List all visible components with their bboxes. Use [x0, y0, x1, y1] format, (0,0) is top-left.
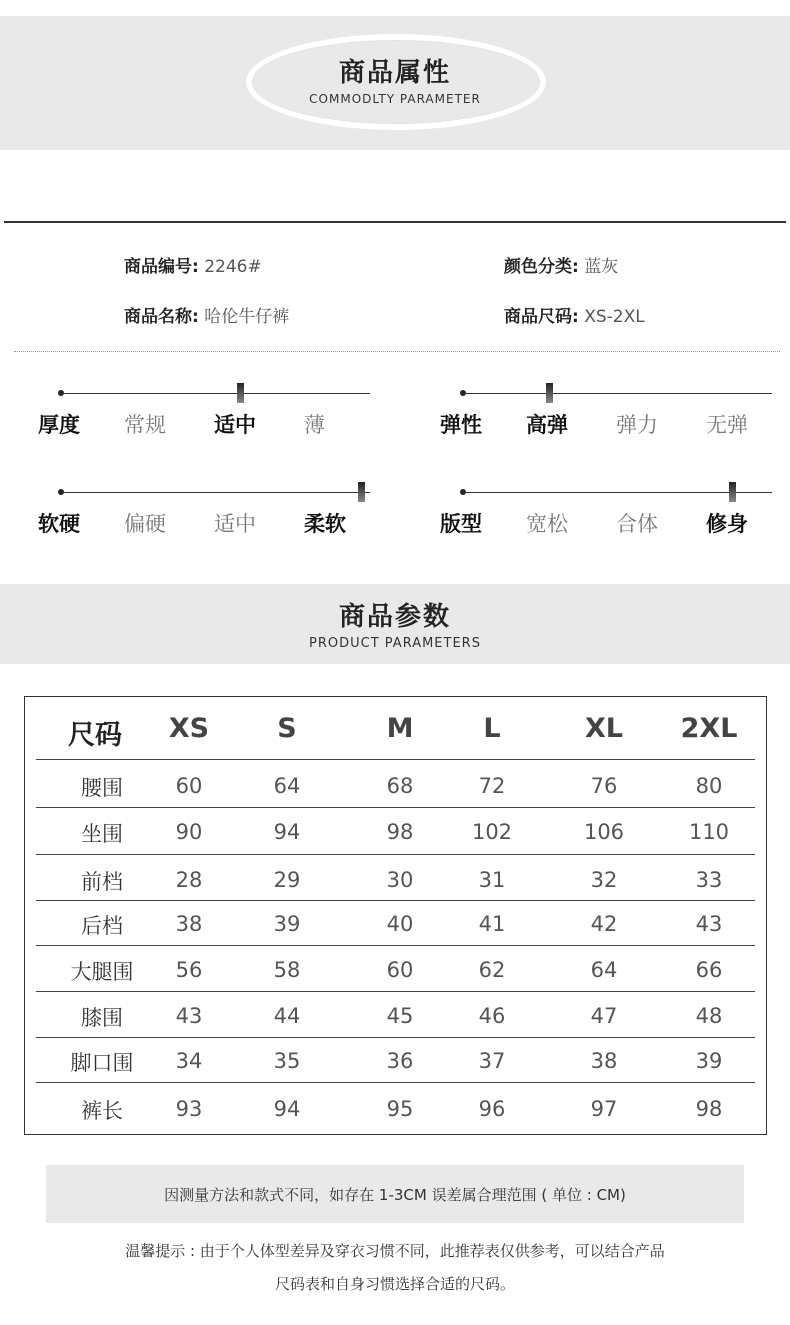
- attribute-option-selected: 柔软: [304, 512, 346, 536]
- slider-knob: [358, 482, 365, 502]
- size-column-header: S: [277, 713, 297, 744]
- tip-line-2: 尺码表和自身习惯选择合适的尺码。: [274, 1275, 515, 1293]
- slider-track: [60, 492, 370, 493]
- table-row-label: 裤长: [81, 1099, 123, 1123]
- table-cell: 56: [175, 958, 203, 982]
- table-cell: 96: [478, 1097, 506, 1121]
- table-cell: 64: [273, 774, 301, 798]
- table-cell: 33: [695, 868, 723, 892]
- info-code: [124, 252, 262, 277]
- table-cell: 76: [590, 774, 618, 798]
- table-row-label: 前档: [81, 870, 123, 894]
- table-cell: 40: [386, 912, 414, 936]
- table-cell: 93: [175, 1097, 203, 1121]
- attributes-subtitle: COMMODLTY PARAMETER: [309, 92, 481, 106]
- section-divider: [4, 221, 786, 223]
- size-column-header: L: [483, 713, 501, 744]
- table-cell: 34: [175, 1049, 203, 1073]
- info-code-value: 2246#: [204, 257, 262, 277]
- info-name-value: 哈伦牛仔裤: [204, 307, 290, 327]
- info-size-label: 商品尺码:: [504, 307, 579, 327]
- table-cell: 41: [478, 912, 506, 936]
- info-color-value: 蓝灰: [584, 257, 619, 277]
- size-column-header: 2XL: [680, 713, 738, 744]
- slider-knob: [729, 482, 736, 502]
- info-size: [504, 302, 645, 327]
- slider-knob: [546, 383, 553, 403]
- tip-line-1: 温馨提示 : 由于个人体型差异及穿衣习惯不同，此推荐表仅供参考，可以结合产品: [125, 1242, 665, 1260]
- table-cell: 35: [273, 1049, 301, 1073]
- table-cell: 42: [590, 912, 618, 936]
- slider-track: [462, 393, 772, 394]
- table-row-label: 腰围: [81, 776, 123, 800]
- attribute-option: 薄: [304, 413, 325, 437]
- table-row-label: 膝围: [81, 1006, 123, 1030]
- table-cell: 38: [590, 1049, 618, 1073]
- table-cell: 38: [175, 912, 203, 936]
- size-column-header: M: [386, 713, 414, 744]
- table-row-divider: [36, 991, 755, 992]
- table-cell: 110: [688, 820, 730, 844]
- table-cell: 60: [386, 958, 414, 982]
- table-row-divider: [36, 1082, 755, 1083]
- table-cell: 43: [175, 1004, 203, 1028]
- attribute-name: 厚度: [38, 413, 80, 437]
- table-cell: 98: [695, 1097, 723, 1121]
- table-row-divider: [36, 807, 755, 808]
- table-cell: 58: [273, 958, 301, 982]
- table-row-label: 坐围: [81, 822, 123, 846]
- size-column-header: XL: [584, 713, 624, 744]
- table-cell: 48: [695, 1004, 723, 1028]
- table-cell: 62: [478, 958, 506, 982]
- table-row-divider: [36, 945, 755, 946]
- table-cell: 106: [583, 820, 625, 844]
- table-corner-header: 尺码: [68, 720, 122, 751]
- attribute-option: 常规: [124, 413, 166, 437]
- slider-knob: [237, 383, 244, 403]
- table-cell: 28: [175, 868, 203, 892]
- table-cell: 98: [386, 820, 414, 844]
- info-code-label: 商品编号:: [124, 257, 199, 277]
- table-row-divider: [36, 854, 755, 855]
- table-cell: 37: [478, 1049, 506, 1073]
- attribute-option-selected: 适中: [214, 413, 256, 437]
- attribute-name: 弹性: [440, 413, 482, 437]
- slider-track: [60, 393, 370, 394]
- table-cell: 31: [478, 868, 506, 892]
- info-name: [124, 302, 289, 327]
- attribute-option: 宽松: [526, 512, 568, 536]
- table-cell: 90: [175, 820, 203, 844]
- table-cell: 80: [695, 774, 723, 798]
- table-row-label: 脚口围: [70, 1051, 134, 1075]
- table-row-divider: [36, 759, 755, 760]
- attribute-name: 软硬: [38, 512, 80, 536]
- table-cell: 46: [478, 1004, 506, 1028]
- info-size-value: XS-2XL: [584, 307, 645, 327]
- attribute-option-selected: 修身: [706, 512, 748, 536]
- table-cell: 30: [386, 868, 414, 892]
- table-cell: 39: [695, 1049, 723, 1073]
- measurement-note: 因测量方法和款式不同，如存在 1-3CM 误差属合理范围 ( 单位 : CM): [164, 1186, 626, 1204]
- table-cell: 47: [590, 1004, 618, 1028]
- table-cell: 97: [590, 1097, 618, 1121]
- table-cell: 43: [695, 912, 723, 936]
- info-color: [504, 252, 618, 277]
- table-cell: 29: [273, 868, 301, 892]
- table-row-label: 大腿围: [70, 960, 134, 984]
- attribute-option: 偏硬: [124, 512, 166, 536]
- slider-track: [462, 492, 772, 493]
- table-cell: 39: [273, 912, 301, 936]
- table-cell: 44: [273, 1004, 301, 1028]
- dotted-divider: [14, 351, 780, 352]
- info-name-label: 商品名称:: [124, 307, 199, 327]
- attribute-option: 无弹: [706, 413, 748, 437]
- attribute-option-selected: 高弹: [526, 413, 568, 437]
- attribute-option: 弹力: [616, 413, 658, 437]
- table-cell: 102: [471, 820, 513, 844]
- table-cell: 94: [273, 820, 301, 844]
- attributes-title: 商品属性: [338, 58, 451, 88]
- params-title: 商品参数: [338, 602, 451, 632]
- table-cell: 45: [386, 1004, 414, 1028]
- table-cell: 66: [695, 958, 723, 982]
- table-cell: 68: [386, 774, 414, 798]
- size-column-header: XS: [168, 713, 210, 744]
- table-cell: 36: [386, 1049, 414, 1073]
- table-cell: 60: [175, 774, 203, 798]
- attribute-option: 合体: [616, 512, 658, 536]
- table-row-divider: [36, 1037, 755, 1038]
- attribute-name: 版型: [440, 512, 482, 536]
- attribute-option: 适中: [214, 512, 256, 536]
- table-cell: 64: [590, 958, 618, 982]
- info-color-label: 颜色分类:: [504, 257, 579, 277]
- table-row-divider: [36, 900, 755, 901]
- table-cell: 95: [386, 1097, 414, 1121]
- table-cell: 94: [273, 1097, 301, 1121]
- table-cell: 32: [590, 868, 618, 892]
- params-subtitle: PRODUCT PARAMETERS: [309, 636, 481, 651]
- table-row-label: 后档: [81, 914, 123, 938]
- table-cell: 72: [478, 774, 506, 798]
